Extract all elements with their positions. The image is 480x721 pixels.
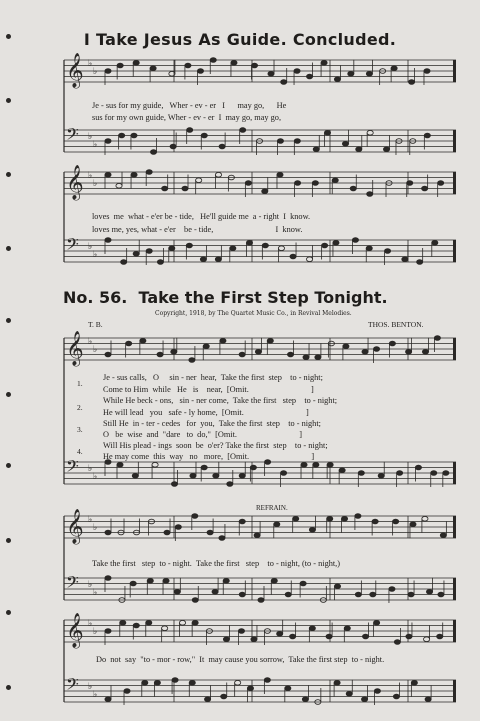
verse-line: He may come this way no more, [Omit. ] <box>103 452 315 461</box>
svg-text:𝄞: 𝄞 <box>66 509 84 544</box>
svg-text:♭: ♭ <box>88 132 93 142</box>
svg-text:♭: ♭ <box>93 345 98 355</box>
verse-line: Come to Him while He is near, [Omit. ] <box>103 385 314 394</box>
verse-line: O be wise and "dare to do," [Omit. ] <box>103 430 302 439</box>
svg-text:♭: ♭ <box>88 682 93 692</box>
bass-staff <box>64 124 456 155</box>
lyric-line: loves me, yes, what - e'er be - tide, I know. <box>92 225 303 234</box>
svg-text:♭: ♭ <box>88 337 93 347</box>
svg-text:♭: ♭ <box>88 464 93 474</box>
refrain-line: Take the first step to - night. Take the first step to - night, (to - night,) <box>92 559 341 568</box>
svg-text:♭: ♭ <box>88 171 93 181</box>
copyright-line: Copyright, 1918, by The Quartet Music Co., in Revival Melodies. <box>155 310 352 317</box>
lyricist-initials: T. B. <box>88 320 103 329</box>
verse-line: Will His plead - ings soon be o'er? Take the first step to - night; <box>103 441 328 450</box>
composer-name: THOS. BENTON. <box>368 320 424 329</box>
bass-staff <box>64 674 456 705</box>
verse-number: 3. <box>77 425 83 434</box>
treble-staff <box>64 165 456 201</box>
svg-text:♭: ♭ <box>93 472 98 482</box>
verse-line: Je - sus calls, O sin - ner hear, Take the first step to - night; <box>103 373 323 382</box>
treble-staff <box>64 613 456 649</box>
svg-text:♭: ♭ <box>93 523 98 533</box>
svg-text:♭: ♭ <box>88 515 93 525</box>
svg-text:♭: ♭ <box>93 179 98 189</box>
lyric-line: loves me what - e'er be - tide, He'll guide me a - right I know. <box>92 212 311 221</box>
bass-staff <box>64 234 456 265</box>
svg-text:♭: ♭ <box>93 140 98 150</box>
svg-text:𝄞: 𝄞 <box>66 613 84 648</box>
svg-text:𝄢: 𝄢 <box>66 674 79 698</box>
refrain-label: REFRAIN. <box>256 504 288 512</box>
hymn-number: No. 56. <box>63 288 128 307</box>
svg-text:𝄢: 𝄢 <box>66 456 79 480</box>
svg-text:♭: ♭ <box>93 250 98 260</box>
svg-text:♭: ♭ <box>93 690 98 700</box>
verse-line: Still He in - ter - cedes for you, Take the first step to - night; <box>103 419 321 428</box>
hymn1-title: I Take Jesus As Guide. Concluded. <box>83 30 397 49</box>
svg-text:𝄞: 𝄞 <box>66 331 84 366</box>
svg-text:♭: ♭ <box>93 627 98 637</box>
verse-line: He will lead you safe - ly home, [Omit. ] <box>103 408 309 417</box>
svg-text:♭: ♭ <box>88 619 93 629</box>
verse-number: 2. <box>77 403 83 412</box>
verse-line: While He beck - ons, sin - ner come, Take the first step to - night; <box>103 396 338 405</box>
svg-text:𝄢: 𝄢 <box>66 572 79 596</box>
lyric-line: sus for my own guide, Wher - ev - er I may go, may go, <box>92 113 282 122</box>
svg-text:♭: ♭ <box>88 242 93 252</box>
svg-text:♭: ♭ <box>93 588 98 598</box>
treble-staff <box>64 331 456 367</box>
verse-number: 4. <box>77 447 83 456</box>
svg-text:𝄢: 𝄢 <box>66 234 79 258</box>
treble-staff <box>64 509 456 545</box>
refrain-line: Do not say "to - mor - row," It may cause you sorrow, Take the first step to - night. <box>96 655 385 664</box>
treble-staff <box>64 53 456 89</box>
lyric-line: Je - sus for my guide, Wher - ev - er I may go, He <box>92 101 287 110</box>
bass-staff <box>64 572 456 603</box>
svg-text:♭: ♭ <box>93 67 98 77</box>
hymn2-title <box>63 288 388 307</box>
svg-text:𝄢: 𝄢 <box>66 124 79 148</box>
verse-number: 1. <box>77 379 83 388</box>
svg-text:𝄞: 𝄞 <box>66 53 84 88</box>
svg-text:♭: ♭ <box>88 580 93 590</box>
hymn-name: Take the First Step Tonight. <box>138 288 388 307</box>
svg-text:♭: ♭ <box>88 59 93 69</box>
svg-text:𝄞: 𝄞 <box>66 165 84 200</box>
